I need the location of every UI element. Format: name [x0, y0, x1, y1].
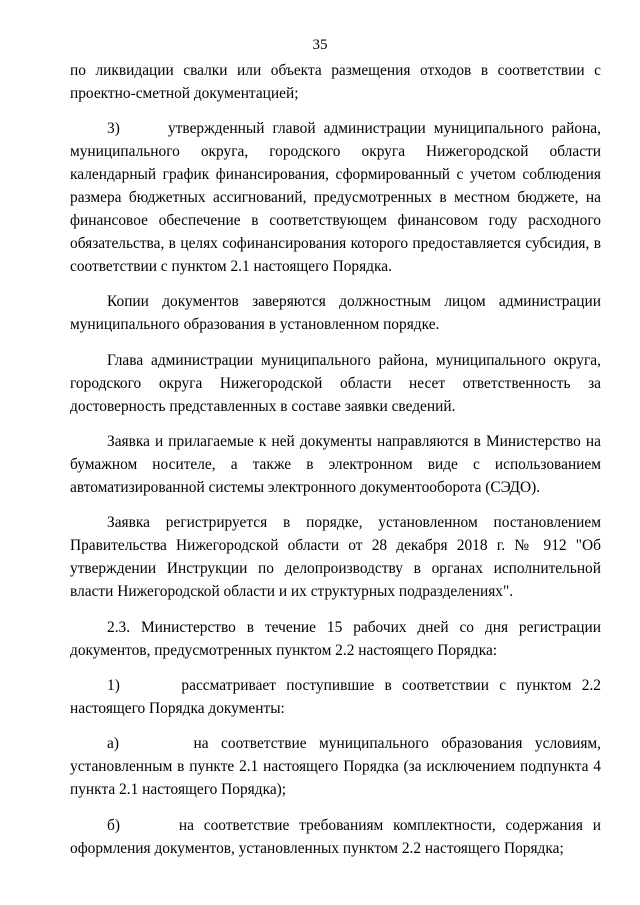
paragraph-item-3: 3) утвержденный главой администрации муниципального района, муниципального округа, городского округа Нижегородской области календарный график финансирования, сформированный с учетом соблюдения размера бюджетных ассигнований, предусмотренных в местном бюджете, на финансовое обеспечение в соответствующем финансовом году расходного обязательства, в целях софинансирования которого предоставляется субсидия, в соответствии с пунктом 2.1 настоящего Порядка. [70, 120, 601, 275]
paragraph-registration: Заявка регистрируется в порядке, установленном постановлением Правительства Нижегородской области от 28 декабря 2018 г. № 912 "Об утверждении Инструкции по делопроизводству в органах исполнительной власти Нижегородской области и их структурных подразделениях". [70, 514, 601, 601]
page-number: 35 [312, 37, 328, 53]
paragraph-continuation: по ликвидации свалки или объекта размещения отходов в соответствии с проектно-сметной документацией; [70, 62, 601, 102]
paragraph-head-responsibility: Глава администрации муниципального района, муниципального округа, городского округа Нижегородской области несет ответственность за достоверность представленных в составе заявки сведений. [70, 351, 601, 415]
paragraph-submission: Заявка и прилагаемые к ней документы направляются в Министерство на бумажном носителе, а также в электронном виде с использованием автоматизированной системы электронного документооборота (СЭДО). [70, 433, 601, 496]
paragraph-section-2-3: 2.3. Министерство в течение 15 рабочих дней со дня регистрации документов, предусмотренных пунктом 2.2 настоящего Порядка: [70, 618, 601, 659]
paragraph-subitem-a: а) на соответствие муниципального образования условиям, установленным в пункте 2.1 настоящего Порядка (за исключением подпункта 4 пункта 2.1 настоящего Порядка); [70, 735, 601, 799]
paragraph-item-1: 1) рассматривает поступившие в соответствии с пунктом 2.2 настоящего Порядка документы: [70, 677, 601, 717]
paragraph-copies: Копии документов заверяются должностным лицом администрации муниципального образования в установленном порядке. [70, 293, 601, 334]
paragraph-subitem-b: б) на соответствие требованиям комплектности, содержания и оформления документов, установленных пунктом 2.2 настоящего Порядка; [70, 816, 601, 857]
document-body [70, 60, 601, 873]
